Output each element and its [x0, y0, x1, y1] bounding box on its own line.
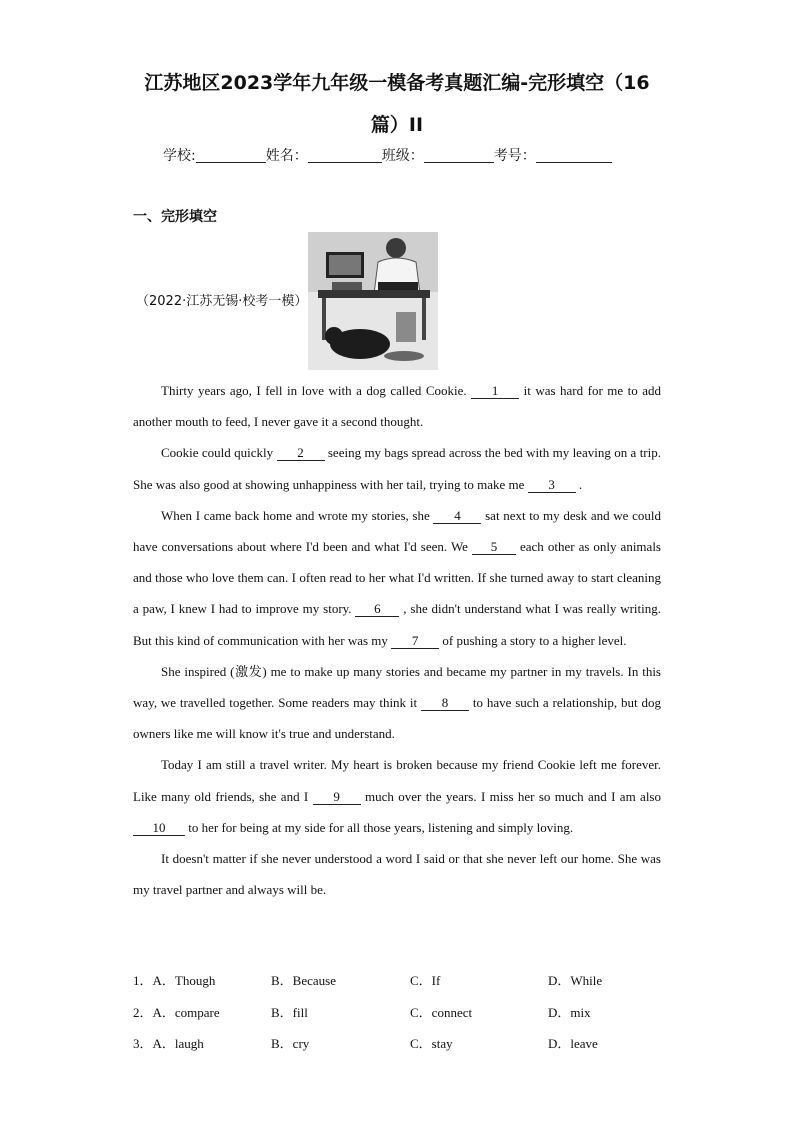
student-info-line — [163, 145, 612, 165]
blank-9[interactable]: 9 — [313, 790, 361, 805]
question-row — [133, 1002, 661, 1034]
cloze-passage — [133, 375, 661, 905]
option-d[interactable]: D．While — [548, 973, 603, 988]
paragraph-5: Today I am still a travel writer. My heart is broken because my friend Cookie left me forever. Like many old friends, she and I 9 much over the years. I miss her so much and I am also 10 to her for being at my side for all those years, listening and simply loving. — [133, 757, 661, 835]
class-label: 班级： — [381, 148, 424, 164]
blank-6[interactable]: 6 — [355, 602, 399, 617]
paragraph-6: It doesn't matter if she never understood a word I said or that she never left our home. She was my travel partner and always will be. — [133, 851, 661, 898]
paragraph-1: Thirty years ago, I fell in love with a dog called Cookie. 1 it was hard for me to add another mouth to feed, I never gave it a second thought. — [133, 383, 661, 430]
option-c[interactable]: C．connect — [410, 1004, 473, 1020]
option-d[interactable]: D．leave — [548, 1036, 598, 1051]
blank-1[interactable]: 1 — [471, 384, 519, 399]
question-row — [133, 1033, 661, 1065]
man-with-dog-at-desk-photo — [308, 232, 438, 370]
option-b[interactable]: B．Because — [271, 973, 336, 988]
blank-8[interactable]: 8 — [421, 696, 469, 711]
section-heading: 一、完形填空 — [133, 209, 217, 225]
number-blank[interactable] — [536, 148, 612, 163]
option-a[interactable]: 1．A．Though — [133, 973, 216, 988]
option-a[interactable]: 3．A．laugh — [133, 1036, 204, 1051]
question-source: （2022·江苏无锡·校考一模） — [136, 294, 308, 309]
blank-4[interactable]: 4 — [433, 509, 481, 524]
paragraph-3: When I came back home and wrote my stories, she 4 sat next to my desk and we could have conversations about where I'd been and what I'd seen. We 5 each other as only animals and those who love them can. I often read to her what I'd written. If she turned away to start cleaning a paw, I knew I had to improve my story. 6 , she didn't understand what I was really writing. But this kind of communication with her was my 7 of pushing a story to a higher level. — [133, 507, 662, 648]
school-blank[interactable] — [196, 148, 266, 163]
number-label: 考号： — [493, 148, 536, 164]
name-blank[interactable] — [308, 148, 382, 163]
paragraph-4: She inspired (激发) me to make up many stories and became my partner in my travels. In this way, we travelled together. Some readers may think it 8 to have such a relationship, but dog owners like me will know it's true and understand. — [133, 663, 661, 742]
option-b[interactable]: B．cry — [271, 1036, 310, 1051]
answer-options — [133, 970, 661, 1065]
paragraph-2: Cookie could quickly 2 seeing my bags spread across the bed with my leaving on a trip. She was also good at showing unhappiness with her tail, trying to make me 3 . — [133, 445, 661, 492]
document-title-line-2: 篇）II — [370, 114, 424, 136]
name-label: 姓名： — [265, 148, 308, 164]
school-label: 学校: — [163, 148, 196, 164]
document-title-line-1: 江苏地区2023学年九年级一模备考真题汇编-完形填空（16 — [144, 72, 650, 94]
option-c[interactable]: C．stay — [410, 1036, 453, 1051]
option-c[interactable]: C．If — [410, 973, 441, 988]
class-blank[interactable] — [424, 148, 494, 163]
blank-7[interactable]: 7 — [391, 634, 439, 649]
option-b[interactable]: B．fill — [271, 1004, 308, 1020]
blank-5[interactable]: 5 — [472, 540, 516, 555]
option-a[interactable]: 2．A．compare — [133, 1004, 220, 1020]
blank-2[interactable]: 2 — [277, 446, 325, 461]
question-row — [133, 970, 661, 1002]
option-d[interactable]: D．mix — [548, 1004, 591, 1020]
blank-3[interactable]: 3 — [528, 478, 576, 493]
blank-10[interactable]: 10 — [133, 821, 185, 836]
